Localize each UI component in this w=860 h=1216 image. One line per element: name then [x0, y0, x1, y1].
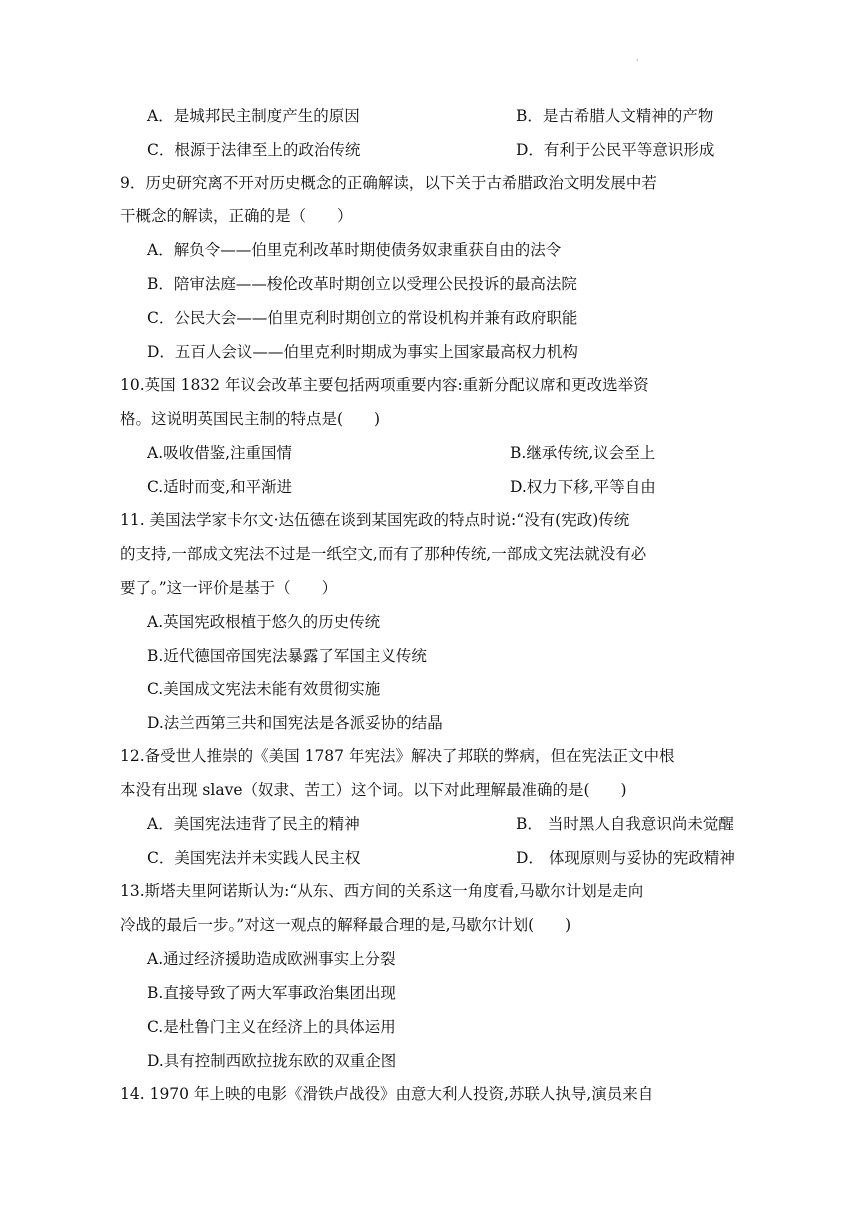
q9-option-d: D．五百人会议——伯里克利时期成为事实上国家最高权力机构	[147, 343, 578, 361]
q13-option-d: D.具有控制西欧拉拢东欧的双重企图	[147, 1052, 397, 1070]
q12-stem-line-1: 12.备受世人推崇的《美国 1787 年宪法》解决了邦联的弊病，但在宪法正文中根	[120, 747, 675, 765]
q8-option-c: C．根源于法律至上的政治传统	[147, 141, 361, 159]
q8-option-a: A．是城邦民主制度产生的原因	[147, 107, 360, 125]
q9-option-b: B．陪审法庭——梭伦改革时期创立以受理公民投诉的最高法院	[147, 275, 577, 293]
q11-option-c: C.美国成文宪法未能有效贯彻实施	[147, 680, 381, 698]
q10-stem-line-2: 格。这说明英国民主制的特点是( )	[120, 410, 381, 428]
q14-stem-line-1: 14. 1970 年上映的电影《滑铁卢战役》由意大利人投资,苏联人执导,演员来自	[120, 1085, 654, 1103]
q9-stem-line-2: 干概念的解读，正确的是（ ）	[120, 207, 353, 225]
q13-stem-line-1: 13.斯塔夫里阿诺斯认为:“从东、西方间的关系这一角度看,马歇尔计划是走向	[120, 882, 644, 900]
q10-option-a: A.吸收借鉴,注重国情	[147, 444, 293, 462]
q13-option-c: C.是杜鲁门主义在经济上的具体运用	[147, 1018, 396, 1036]
q10-option-b: B.继承传统,议会至上	[510, 444, 656, 462]
q11-option-b: B.近代德国帝国宪法暴露了军国主义传统	[147, 647, 427, 665]
q12-option-d: D． 体现原则与妥协的宪政精神	[516, 849, 735, 867]
q9-stem-line-1: 9．历史研究离不开对历史概念的正确解读，以下关于古希腊政治文明发展中若	[120, 174, 657, 192]
q12-option-a: A．美国宪法违背了民主的精神	[147, 815, 360, 833]
q11-option-d: D.法兰西第三共和国宪法是各派妥协的结晶	[147, 714, 443, 732]
q13-option-b: B.直接导致了两大军事政治集团出现	[147, 984, 396, 1002]
q11-option-a: A.英国宪政根植于悠久的历史传统	[147, 613, 381, 631]
q11-stem-line-1: 11. 美国法学家卡尔文·达伍德在谈到某国宪政的特点时说:“没有(宪政)传统	[120, 511, 630, 529]
q10-option-d: D.权力下移,平等自由	[510, 478, 656, 496]
q12-option-b: B． 当时黑人自我意识尚未觉醒	[516, 815, 734, 833]
q12-option-c: C．美国宪法并未实践人民主权	[147, 849, 361, 867]
q12-stem-line-2: 本没有出现 slave（奴隶、苦工）这个词。以下对此理解最准确的是( )	[120, 781, 627, 799]
q9-option-c: C．公民大会——伯里克利时期创立的常设机构并兼有政府职能	[147, 309, 578, 327]
q11-stem-line-2: 的支持,一部成文宪法不过是一纸空文,而有了那种传统,一部成文宪法就没有必	[120, 545, 647, 563]
q13-option-a: A.通过经济援助造成欧洲事实上分裂	[147, 950, 396, 968]
page-mark: ·	[636, 56, 639, 65]
q9-option-a: A．解负令——伯里克利改革时期使债务奴隶重获自由的法令	[147, 241, 562, 259]
q11-stem-line-3: 要了。”这一评价是基于（ ）	[120, 579, 338, 597]
q10-stem-line-1: 10.英国 1832 年议会改革主要包括两项重要内容:重新分配议席和更改选举资	[120, 376, 649, 394]
q8-option-d: D．有利于公民平等意识形成	[516, 141, 715, 159]
q10-option-c: C.适时而变,和平渐进	[147, 478, 293, 496]
q13-stem-line-2: 冷战的最后一步。”对这一观点的解释最合理的是,马歇尔计划( )	[120, 916, 572, 934]
q8-option-b: B．是古希腊人文精神的产物	[516, 107, 714, 125]
